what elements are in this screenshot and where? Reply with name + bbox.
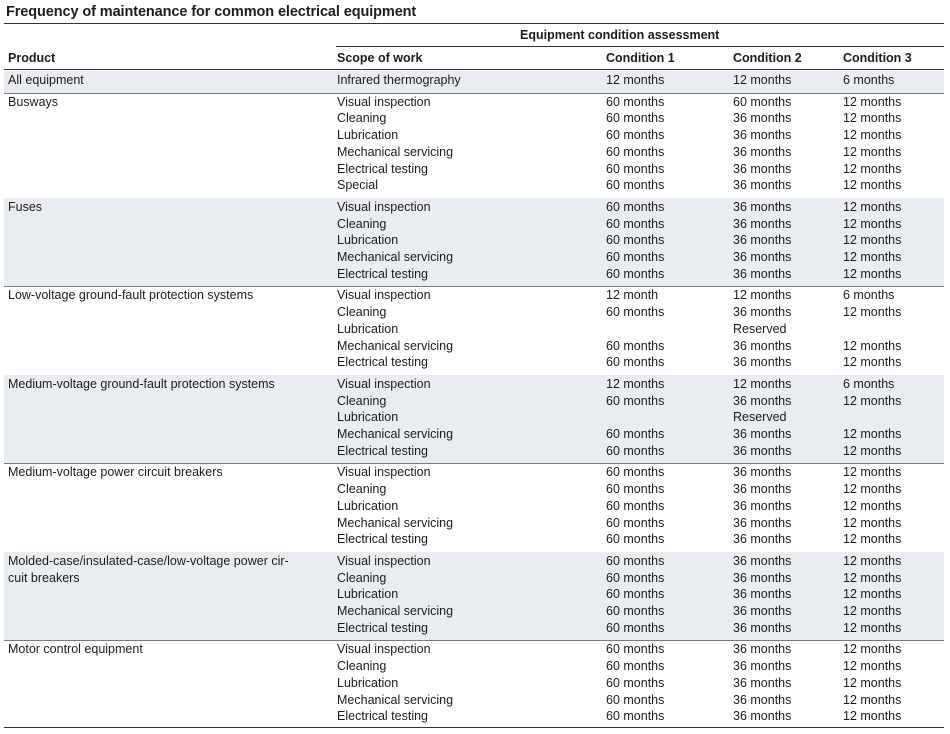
scope-of-work-cell: Lubrication (337, 587, 399, 602)
scope-of-work-cell: Visual inspection (337, 288, 431, 303)
condition-3-cell: 12 months (843, 178, 902, 193)
scope-of-work-cell: Mechanical servicing (337, 515, 454, 530)
scope-of-work-cell: Lubrication (337, 128, 399, 143)
scope-of-work-cell: Lubrication (337, 233, 399, 248)
condition-3-cell: 6 months (843, 73, 895, 87)
condition-2-cell: 36 months (733, 482, 792, 497)
header-condition-1: Condition 1 (606, 51, 675, 65)
condition-2-cell: 36 months (733, 443, 792, 458)
scope-of-work-cell: Cleaning (337, 216, 387, 231)
condition-3-cell: 12 months (843, 675, 902, 690)
condition-2-cell: 36 months (733, 587, 792, 602)
header-scope-of-work: Scope of work (337, 51, 423, 65)
scope-of-work-cell: Electrical testing (337, 709, 429, 724)
condition-2-cell: 36 months (733, 111, 792, 126)
condition-1-cell: 12 month (606, 288, 659, 303)
product-name: Motor control equipment (8, 642, 143, 657)
condition-2-cell: Reserved (733, 321, 787, 336)
condition-1-cell: 60 months (606, 553, 665, 568)
scope-of-work-cell: Cleaning (337, 111, 387, 126)
condition-1-cell: 60 months (606, 111, 665, 126)
condition-1-cell: 60 months (606, 570, 665, 585)
condition-2-cell: 36 months (733, 161, 792, 176)
condition-2-cell: 36 months (733, 144, 792, 159)
condition-3-cell: 12 months (843, 111, 902, 126)
condition-1-cell: 60 months (606, 144, 665, 159)
condition-1-cell: 60 months (606, 515, 665, 530)
condition-3-cell: 12 months (843, 515, 902, 530)
scope-of-work-cell: Mechanical servicing (337, 427, 454, 441)
scope-of-work-cell: Cleaning (337, 570, 387, 585)
condition-3-cell: 12 months (843, 338, 902, 353)
scope-of-work-cell: Mechanical servicing (337, 144, 454, 159)
header-rule (4, 69, 944, 70)
condition-2-cell: 36 months (733, 266, 792, 281)
scope-of-work-cell: Mechanical servicing (337, 250, 454, 264)
scope-of-work-cell: Lubrication (337, 321, 399, 336)
condition-2-cell: 36 months (733, 498, 792, 513)
scope-of-work-cell: Cleaning (337, 482, 387, 497)
condition-1-cell: 60 months (606, 604, 665, 618)
product-name: Busways (8, 94, 59, 109)
condition-1-cell: 60 months (606, 675, 665, 690)
condition-1-cell: 60 months (606, 659, 665, 674)
condition-1-cell: 60 months (606, 94, 665, 109)
condition-3-cell: 12 months (843, 709, 902, 724)
group-shading (4, 198, 944, 287)
scope-of-work-cell: Lubrication (337, 498, 399, 513)
scope-of-work-cell: Cleaning (337, 393, 387, 408)
condition-2-cell: 36 months (733, 250, 792, 264)
condition-3-cell: 12 months (843, 233, 902, 248)
condition-2-cell: Reserved (733, 410, 787, 425)
condition-2-cell: 36 months (733, 393, 792, 408)
condition-1-cell: 60 months (606, 338, 665, 353)
condition-3-cell: 6 months (843, 376, 895, 391)
condition-2-cell: 36 months (733, 178, 792, 193)
condition-1-cell: 12 months (606, 73, 665, 87)
condition-3-cell: 12 months (843, 199, 902, 214)
group-shading (4, 71, 944, 93)
scope-of-work-cell: Visual inspection (337, 376, 431, 391)
condition-1-cell: 60 months (606, 178, 665, 193)
condition-2-cell: 36 months (733, 305, 792, 320)
condition-1-cell: 60 months (606, 250, 665, 264)
condition-1-cell: 60 months (606, 498, 665, 513)
scope-of-work-cell: Electrical testing (337, 532, 429, 547)
condition-1-cell: 60 months (606, 482, 665, 497)
scope-of-work-cell: Lubrication (337, 410, 399, 425)
condition-3-cell: 12 months (843, 465, 902, 480)
condition-2-cell: 36 months (733, 338, 792, 353)
condition-2-cell: 36 months (733, 465, 792, 480)
scope-of-work-cell: Electrical testing (337, 161, 429, 176)
condition-3-cell: 12 months (843, 216, 902, 231)
condition-2-cell: 36 months (733, 709, 792, 724)
product-name: Medium-voltage ground-fault protection systems (8, 376, 275, 391)
scope-of-work-cell: Infrared thermography (337, 73, 461, 87)
condition-3-cell: 12 months (843, 570, 902, 585)
condition-3-cell: 12 months (843, 443, 902, 458)
condition-1-cell: 60 months (606, 465, 665, 480)
condition-2-cell: 36 months (733, 216, 792, 231)
condition-3-cell: 12 months (843, 144, 902, 159)
condition-1-cell: 60 months (606, 305, 665, 320)
header-product: Product (8, 51, 56, 65)
condition-2-cell: 12 months (733, 73, 792, 87)
scope-of-work-cell: Special (337, 178, 378, 193)
condition-3-cell: 12 months (843, 659, 902, 674)
condition-2-cell: 36 months (733, 604, 792, 618)
condition-2-cell: 36 months (733, 128, 792, 143)
product-name: Fuses (8, 199, 43, 214)
condition-3-cell: 12 months (843, 305, 902, 320)
scope-of-work-cell: Visual inspection (337, 465, 431, 480)
product-name: Low-voltage ground-fault protection systems (8, 288, 254, 303)
condition-1-cell: 60 months (606, 587, 665, 602)
condition-3-cell: 12 months (843, 553, 902, 568)
condition-3-cell: 12 months (843, 161, 902, 176)
condition-3-cell: 12 months (843, 587, 902, 602)
condition-3-cell: 12 months (843, 642, 902, 657)
scope-of-work-cell: Electrical testing (337, 620, 429, 635)
scope-of-work-cell: Cleaning (337, 305, 387, 320)
condition-2-cell: 60 months (733, 94, 792, 109)
condition-3-cell: 12 months (843, 498, 902, 513)
condition-1-cell: 60 months (606, 393, 665, 408)
condition-2-cell: 36 months (733, 427, 792, 441)
condition-2-cell: 36 months (733, 692, 792, 707)
condition-3-cell: 12 months (843, 266, 902, 281)
condition-3-cell: 12 months (843, 355, 902, 370)
condition-2-cell: 12 months (733, 376, 792, 391)
condition-2-cell: 36 months (733, 553, 792, 568)
header-condition-3: Condition 3 (843, 51, 912, 65)
condition-2-cell: 36 months (733, 675, 792, 690)
condition-2-cell: 36 months (733, 199, 792, 214)
condition-2-cell: 36 months (733, 642, 792, 657)
condition-1-cell: 60 months (606, 199, 665, 214)
condition-3-cell: 12 months (843, 128, 902, 143)
scope-of-work-cell: Electrical testing (337, 266, 429, 281)
scope-of-work-cell: Mechanical servicing (337, 604, 454, 618)
scope-of-work-cell: Electrical testing (337, 355, 429, 370)
condition-1-cell: 60 months (606, 161, 665, 176)
condition-1-cell: 60 months (606, 355, 665, 370)
condition-1-cell: 60 months (606, 443, 665, 458)
condition-3-cell: 12 months (843, 532, 902, 547)
condition-3-cell: 12 months (843, 250, 902, 264)
product-name: Medium-voltage power circuit breakers (8, 465, 223, 480)
condition-2-cell: 36 months (733, 570, 792, 585)
product-name: Molded-case/insulated-case/low-voltage power cir- (8, 553, 289, 568)
condition-2-cell: 36 months (733, 355, 792, 370)
condition-2-cell: 12 months (733, 288, 792, 303)
bottom-rule (4, 727, 944, 728)
product-name: cuit breakers (8, 570, 80, 585)
scope-of-work-cell: Visual inspection (337, 553, 431, 568)
group-separator (4, 640, 944, 641)
condition-3-cell: 6 months (843, 288, 895, 303)
condition-1-cell: 60 months (606, 709, 665, 724)
scope-of-work-cell: Lubrication (337, 675, 399, 690)
condition-2-cell: 36 months (733, 532, 792, 547)
condition-1-cell: 60 months (606, 692, 665, 707)
title-rule (4, 23, 944, 24)
group-separator (4, 93, 944, 94)
condition-3-cell: 12 months (843, 94, 902, 109)
condition-1-cell: 60 months (606, 642, 665, 657)
condition-3-cell: 12 months (843, 620, 902, 635)
condition-3-cell: 12 months (843, 482, 902, 497)
condition-1-cell: 60 months (606, 532, 665, 547)
condition-3-cell: 12 months (843, 692, 902, 707)
scope-of-work-cell: Electrical testing (337, 443, 429, 458)
condition-2-cell: 36 months (733, 659, 792, 674)
scope-of-work-cell: Cleaning (337, 659, 387, 674)
condition-1-cell: 60 months (606, 427, 665, 441)
column-group-header: Equipment condition assessment (520, 28, 720, 42)
group-header-rule (336, 46, 944, 47)
table-title: Frequency of maintenance for common electrical equipment (6, 4, 417, 20)
scope-of-work-cell: Visual inspection (337, 642, 431, 657)
header-condition-2: Condition 2 (733, 51, 802, 65)
condition-2-cell: 36 months (733, 233, 792, 248)
condition-1-cell: 60 months (606, 233, 665, 248)
condition-1-cell: 60 months (606, 620, 665, 635)
condition-3-cell: 12 months (843, 393, 902, 408)
product-name: All equipment (8, 73, 84, 87)
condition-1-cell: 60 months (606, 266, 665, 281)
condition-1-cell: 60 months (606, 216, 665, 231)
scope-of-work-cell: Mechanical servicing (337, 692, 454, 707)
condition-3-cell: 12 months (843, 604, 902, 618)
condition-1-cell: 60 months (606, 128, 665, 143)
condition-1-cell: 12 months (606, 376, 665, 391)
condition-2-cell: 36 months (733, 620, 792, 635)
scope-of-work-cell: Visual inspection (337, 199, 431, 214)
condition-2-cell: 36 months (733, 515, 792, 530)
scope-of-work-cell: Mechanical servicing (337, 338, 454, 353)
condition-3-cell: 12 months (843, 427, 902, 441)
scope-of-work-cell: Visual inspection (337, 94, 431, 109)
